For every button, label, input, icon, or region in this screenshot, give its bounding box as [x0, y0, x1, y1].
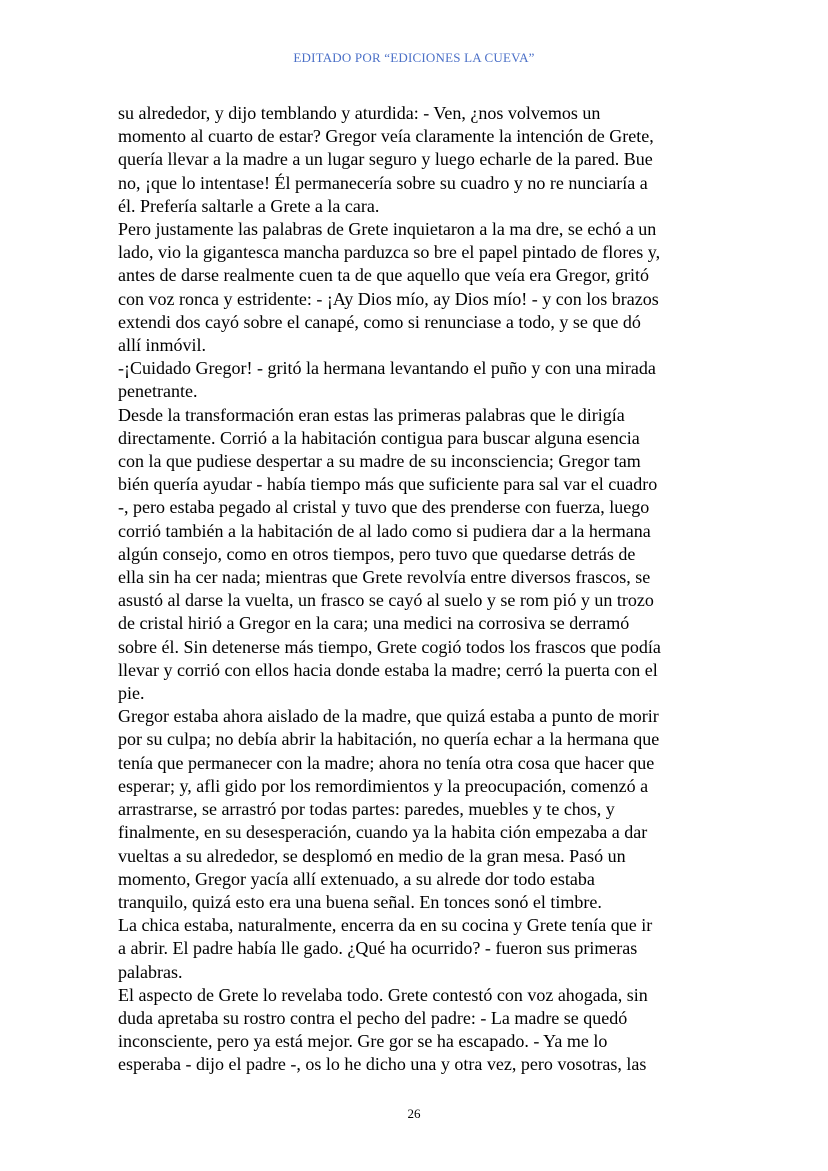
- page-header: EDITADO POR “EDICIONES LA CUEVA”: [293, 50, 535, 65]
- text-line: momento, Gregor yacía allí extenuado, a su alrede dor todo estaba: [118, 868, 595, 889]
- text-line: de cristal hirió a Gregor en la cara; una medici na corrosiva se derramó: [118, 613, 630, 634]
- text-line: arrastrarse, se arrastró por todas partes: paredes, muebles y te chos, y: [118, 799, 615, 820]
- text-line: quería llevar a la madre a un lugar seguro y luego echarle de la pared. Bue: [118, 149, 653, 170]
- text-line: El aspecto de Grete lo revelaba todo. Grete contestó con voz ahogada, sin: [118, 984, 648, 1005]
- text-line: Desde la transformación eran estas las primeras palabras que le dirigía: [118, 404, 625, 425]
- text-line: con voz ronca y estridente: - ¡Ay Dios mío, ay Dios mío! - y con los brazos: [118, 288, 659, 309]
- text-line: esperaba - dijo el padre -, os lo he dicho una y otra vez, pero vosotras, las: [118, 1054, 647, 1075]
- text-line: algún consejo, como en otros tiempos, pero tuvo que quedarse detrás de: [118, 543, 636, 564]
- text-line: lado, vio la gigantesca mancha parduzca so bre el papel pintado de flores y,: [118, 242, 661, 263]
- text-line: penetrante.: [118, 381, 198, 402]
- page-number: 26: [407, 1106, 421, 1121]
- text-line: -, pero estaba pegado al cristal y tuvo que des prenderse con fuerza, luego: [118, 497, 650, 518]
- text-line: asustó al darse la vuelta, un frasco se cayó al suelo y se rom pió y un trozo: [118, 590, 654, 611]
- text-line: palabras.: [118, 961, 183, 982]
- page-body-text: [118, 102, 722, 1077]
- text-line: llevar y corrió con ellos hacia donde estaba la madre; cerró la puerta con el: [118, 659, 658, 680]
- text-line: ella sin ha cer nada; mientras que Grete revolvía entre diversos frascos, se: [118, 567, 651, 588]
- text-line: su alrededor, y dijo temblando y aturdida: - Ven, ¿nos volvemos un: [118, 103, 601, 123]
- text-line: vueltas a su alrededor, se desplomó en medio de la gran mesa. Pasó un: [118, 845, 626, 866]
- text-line: esperar; y, afli gido por los remordimientos y la preocupación, comenzó a: [118, 775, 649, 796]
- text-line: con la que pudiese despertar a su madre de su inconsciencia; Gregor tam: [118, 451, 641, 472]
- text-line: bién quería ayudar - había tiempo más que suficiente para sal var el cuadro: [118, 474, 658, 495]
- text-line: Pero justamente las palabras de Grete inquietaron a la ma dre, se echó a un: [118, 219, 657, 240]
- text-line: directamente. Corrió a la habitación contigua para buscar alguna esencia: [118, 427, 640, 448]
- text-line: duda apretaba su rostro contra el pecho del padre: - La madre se quedó: [118, 1007, 628, 1028]
- text-line: él. Prefería saltarle a Grete a la cara.: [118, 195, 380, 216]
- text-line: por su culpa; no debía abrir la habitación, no quería echar a la hermana que: [118, 729, 660, 750]
- text-line: -¡Cuidado Gregor! - gritó la hermana levantando el puño y con una mirada: [118, 358, 656, 379]
- text-line: finalmente, en su desesperación, cuando ya la habita ción empezaba a dar: [118, 822, 648, 843]
- text-line: sobre él. Sin detenerse más tiempo, Grete cogió todos los frascos que podía: [118, 636, 661, 657]
- text-line: a abrir. El padre había lle gado. ¿Qué ha ocurrido? - fueron sus primeras: [118, 938, 638, 959]
- text-line: pie.: [118, 683, 145, 704]
- text-line: extendi dos cayó sobre el canapé, como si renunciase a todo, y se que dó: [118, 311, 641, 332]
- text-line: allí inmóvil.: [118, 335, 206, 356]
- text-line: tranquilo, quizá esto era una buena señal. En tonces sonó el timbre.: [118, 891, 602, 912]
- text-line: tenía que permanecer con la madre; ahora no tenía otra cosa que hacer que: [118, 752, 655, 773]
- text-line: Gregor estaba ahora aislado de la madre, que quizá estaba a punto de morir: [118, 706, 659, 727]
- text-line: inconsciente, pero ya está mejor. Gre gor se ha escapado. - Ya me lo: [118, 1031, 608, 1052]
- text-line: antes de darse realmente cuen ta de que aquello que veía era Gregor, gritó: [118, 265, 650, 286]
- text-line: momento al cuarto de estar? Gregor veía claramente la intención de Grete,: [118, 126, 654, 147]
- text-line: no, ¡que lo intentase! Él permanecería sobre su cuadro y no re nunciaría a: [118, 172, 648, 193]
- text-line: La chica estaba, naturalmente, encerra da en su cocina y Grete tenía que ir: [118, 915, 653, 936]
- text-line: corrió también a la habitación de al lado como si pudiera dar a la hermana: [118, 520, 651, 541]
